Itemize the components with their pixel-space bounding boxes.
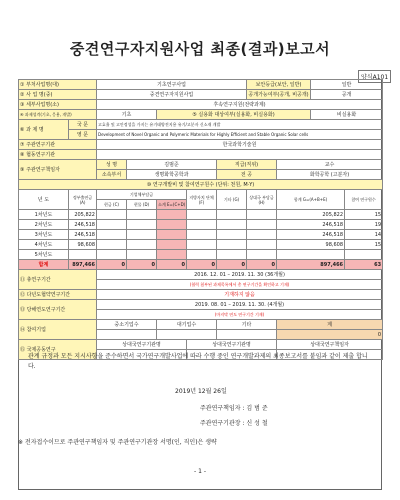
row-task-nature xyxy=(19,110,383,120)
budget-col-year: 년 도 xyxy=(19,190,69,210)
signature-pi: 주관연구책임자 : 김 범 준 xyxy=(200,405,268,412)
budget-sum-local: 0 xyxy=(187,260,217,270)
budget-row xyxy=(19,210,383,220)
budget-kind xyxy=(127,210,157,220)
label-disclosure: 공개가능여부(공개, 비공개) xyxy=(248,91,309,98)
budget-partner xyxy=(247,250,277,260)
budget-kind xyxy=(127,240,157,250)
value-large-count xyxy=(157,330,217,340)
budget-local xyxy=(187,230,217,240)
tag-pi-position: 직급(직위) xyxy=(217,160,277,170)
budget-row xyxy=(19,240,383,250)
budget-sum-total: 897,466 xyxy=(277,260,345,270)
signature-head: 주관연구기관장 : 신 성 철 xyxy=(200,420,268,427)
row-multiyear-period xyxy=(19,290,383,300)
budget-sum-gov: 897,466 xyxy=(69,260,97,270)
value-pi-dept: 생명화학공학과 xyxy=(127,170,217,180)
budget-total: 205,822 xyxy=(277,210,345,220)
value-multiyear-period: 기재하지 않음 xyxy=(97,290,383,300)
budget-partner xyxy=(247,220,277,230)
budget-sum-cash: 0 xyxy=(97,260,127,270)
budget-partner xyxy=(247,240,277,250)
label-security-level: 보안등급(보안, 일반) xyxy=(247,80,311,90)
label-ministry-program: ① 부처사업명(대) xyxy=(19,80,97,90)
tag-pi-major: 전 공 xyxy=(217,170,277,180)
value-company-sum: 0 xyxy=(277,330,383,340)
budget-subtotal xyxy=(157,250,187,260)
budget-total xyxy=(277,250,345,260)
budget-col-company-group: 기업체부담금 xyxy=(97,190,187,200)
value-pi-name: 김범준 xyxy=(127,160,217,170)
value-program-name: 중견연구자지원사업 xyxy=(97,90,247,100)
value-total-period: 2016. 12. 01 – 2019. 11. 30 (36개월) xyxy=(97,270,383,280)
value-title-korean: 고효율 및 고안정성을 가지는 유기태양전지용 유기/고분자 신소재 개발 xyxy=(97,120,383,130)
header-partner-inst-2: 상대국연구기관명 xyxy=(187,340,277,350)
value-ministry-program: 기초연구사업 xyxy=(97,80,247,90)
value-pi-position: 교수 xyxy=(277,160,383,170)
report-form-table xyxy=(18,79,383,360)
row-current-period xyxy=(19,300,383,310)
row-program-name xyxy=(19,90,383,100)
row-total-period xyxy=(19,270,383,280)
budget-gov: 205,822 xyxy=(69,210,97,220)
value-sub-program: 후속연구지원(전략과제) xyxy=(97,100,383,110)
label-coop-institution: ⑧ 협동연구기관 xyxy=(19,150,97,160)
budget-misc xyxy=(217,250,247,260)
budget-row xyxy=(19,230,383,240)
budget-misc xyxy=(217,230,247,240)
budget-gov: 246,518 xyxy=(69,230,97,240)
tag-english: 영 문 xyxy=(69,130,97,140)
budget-people: 14 xyxy=(345,230,383,240)
header-other-count: 기타 xyxy=(217,320,277,330)
row-pi-name xyxy=(19,160,383,170)
row-task-title-en xyxy=(19,130,383,140)
budget-misc xyxy=(217,240,247,250)
budget-cash xyxy=(97,220,127,230)
budget-sum-misc: 0 xyxy=(217,260,247,270)
budget-row xyxy=(19,220,383,230)
budget-kind xyxy=(127,230,157,240)
budget-sum-row xyxy=(19,260,383,270)
label-participating-company: ⑭ 참여기업 xyxy=(19,320,97,340)
row-budget-header-1 xyxy=(19,190,383,200)
budget-year: 5차년도 xyxy=(19,250,69,260)
budget-sum-kind: 0 xyxy=(127,260,157,270)
page-title: 중견연구자지원사업 최종(결과)보고서 xyxy=(69,40,331,58)
budget-cash xyxy=(97,230,127,240)
label-sub-program: ③ 세부사업명(소) xyxy=(19,100,97,110)
budget-subtotal xyxy=(157,240,187,250)
budget-year: 4차년도 xyxy=(19,240,69,250)
label-current-period: ⑬ 당해연도연구기간 xyxy=(19,300,97,320)
budget-col-partner: 상대국 부담금 (H) xyxy=(247,190,277,210)
budget-subtotal xyxy=(157,220,187,230)
value-task-nature: 기초 xyxy=(97,110,157,120)
row-coop-institution xyxy=(19,150,383,160)
budget-col-kind: 현물 (D) xyxy=(127,200,157,210)
submission-date: 2019년 12월 26일 xyxy=(175,388,227,395)
budget-year: 2차년도 xyxy=(19,220,69,230)
header-sme-count: 중소기업수 xyxy=(97,320,157,330)
budget-partner xyxy=(247,230,277,240)
footnote: ※ 전자접수이므로 주관연구책임자 및 주관연구기관장 서명(인, 직인)은 생략 xyxy=(18,439,217,446)
value-pi-major: 화학공학 (고분자) xyxy=(277,170,383,180)
row-international xyxy=(19,340,383,350)
label-principal-investigator: ⑨ 주관연구책임자 xyxy=(19,160,97,180)
budget-subtotal xyxy=(157,210,187,220)
value-other-count xyxy=(217,330,277,340)
budget-col-subtotal: 소계 E=(C+D) xyxy=(157,200,187,210)
row-budget-heading xyxy=(19,180,383,190)
form-number-badge: 양식A101 xyxy=(358,70,391,83)
label-lead-institution: ⑦ 주관연구기관 xyxy=(19,140,97,150)
value-commercialization: 비실용화 xyxy=(311,110,383,120)
budget-year: 1차년도 xyxy=(19,210,69,220)
budget-local xyxy=(187,210,217,220)
budget-row xyxy=(19,250,383,260)
budget-people: 15 xyxy=(345,240,383,250)
label-program-name: ② 사 업 명(중) xyxy=(19,90,97,100)
value-coop-institution xyxy=(97,150,383,160)
label-task-title: ⑥ 과 제 명 xyxy=(19,120,69,140)
budget-local xyxy=(187,250,217,260)
budget-col-misc: 기타 (G) xyxy=(217,190,247,210)
page-number: - 1 - xyxy=(194,468,206,475)
value-lead-institution: 한국과학기술원 xyxy=(97,140,383,150)
budget-total: 246,518 xyxy=(277,230,345,240)
header-company-sum: 계 xyxy=(277,320,383,330)
value-title-english: Development of Novel Organic and Polymeric Materials for Highly Efficient and Stable Organic Solar cells xyxy=(97,130,383,140)
header-partner-inst-1: 상대국연구기관명 xyxy=(97,340,187,350)
note-total-period: (협력 첨부된 과제목록에서 총 연구기간을 확인하고 기재) xyxy=(97,280,383,290)
budget-kind xyxy=(127,250,157,260)
budget-local xyxy=(187,220,217,230)
value-current-period: 2019. 08. 01 – 2019. 11. 30. (4개월) xyxy=(97,300,383,310)
row-sub-program xyxy=(19,100,383,110)
budget-gov: 98,608 xyxy=(69,240,97,250)
label-multiyear-period: ⑫ 다년도협약연구기간 xyxy=(19,290,97,300)
budget-partner xyxy=(247,210,277,220)
budget-misc xyxy=(217,220,247,230)
budget-heading: ⑩ 연구개발비 및 참여연구원수 (단위: 천원, M·Y) xyxy=(19,180,383,190)
budget-local xyxy=(187,240,217,250)
tag-pi-name: 성 명 xyxy=(97,160,127,170)
budget-people: 15 xyxy=(345,210,383,220)
tag-korean: 국 문 xyxy=(69,120,97,130)
budget-subtotal xyxy=(157,230,187,240)
budget-col-cash: 현금 (C) xyxy=(97,200,127,210)
budget-people xyxy=(345,250,383,260)
budget-people: 19 xyxy=(345,220,383,230)
header-partner-pi: 상대국연구책임자 xyxy=(277,340,383,350)
budget-sum-people: 63 xyxy=(345,260,383,270)
budget-sum-partner: 0 xyxy=(247,260,277,270)
label-international: ⑮ 국제공동연구 xyxy=(19,340,97,360)
budget-cash xyxy=(97,210,127,220)
closing-statement: 관계 규정과 모든 지시사항을 준수하면서 국가연구개발사업에 따라 수행 중인 연구개발과제의 최종보고서를 붙임과 같이 제출 합니다. xyxy=(28,353,368,370)
budget-kind xyxy=(127,220,157,230)
label-total-period: ⑪ 총연구기간 xyxy=(19,270,97,290)
budget-sum-label: 합계 xyxy=(19,260,69,270)
budget-total: 98,608 xyxy=(277,240,345,250)
tag-pi-dept: 소속부서 xyxy=(97,170,127,180)
budget-misc xyxy=(217,210,247,220)
value-sme-count xyxy=(97,330,157,340)
budget-cash xyxy=(97,250,127,260)
budget-sum-subtotal: 0 xyxy=(157,260,187,270)
budget-cash xyxy=(97,240,127,250)
budget-year: 3차년도 xyxy=(19,230,69,240)
label-commercialization: ⑤ 실용화 대상여부(실용화, 비실용화) xyxy=(157,110,311,120)
budget-total: 246,518 xyxy=(277,220,345,230)
header-large-count: 대기업수 xyxy=(157,320,217,330)
value-disclosure: 공개 xyxy=(311,90,383,100)
budget-gov: 246,518 xyxy=(69,220,97,230)
row-participating-company xyxy=(19,320,383,330)
budget-col-local: 지방자치 단체 (F) xyxy=(187,190,217,210)
row-ministry-program xyxy=(19,80,383,90)
note-current-period: (마지막 연도 연구기간 기재) xyxy=(97,310,383,320)
label-task-nature: ④ 과제성격(기초, 응용, 개발) xyxy=(19,110,97,120)
row-lead-institution xyxy=(19,140,383,150)
value-security-level: 일반 xyxy=(311,80,383,90)
row-task-title-ko xyxy=(19,120,383,130)
budget-col-people: 참여 연구원수 xyxy=(345,190,383,210)
budget-gov xyxy=(69,250,97,260)
budget-col-gov: 정부출연금 (A) xyxy=(69,190,97,210)
budget-col-total: 합계 G=(A+B+E) xyxy=(277,190,345,210)
